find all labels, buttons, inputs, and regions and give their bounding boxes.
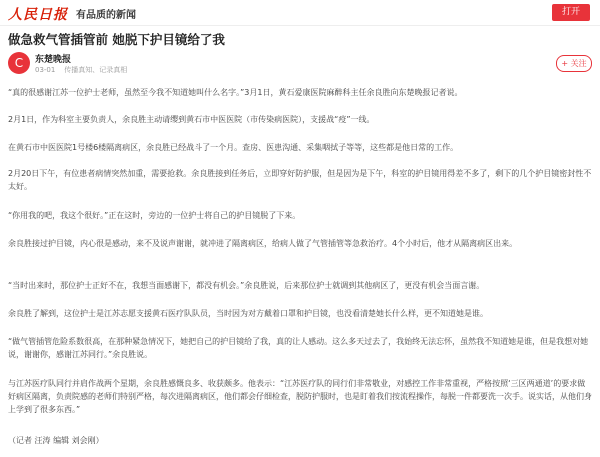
publish-date: 03-01: [35, 66, 56, 74]
paragraph: 余良胜了解到，这位护士是江苏志愿支援黄石医疗队队员，当时因为对方戴着口罩和护目镜，也没看清楚她长什么样，更不知道她是谁。: [8, 309, 488, 318]
article-title: 做急救气管插管前 她脱下护目镜给了我: [8, 32, 225, 47]
paragraph: 余良胜接过护目镜，内心很是感动，来不及说声谢谢，就冲进了隔离病区，给病人做了气管插管等急救治疗。4个小时后，他才从隔离病区出来。: [8, 239, 518, 248]
paragraph: “当时出来时，那位护士正好不在，我想当面感谢下，都没有机会。”余良胜说，后来那位护士就调到其他病区了，更没有机会当面言谢。: [8, 281, 485, 290]
paragraph: 在黄石市中医医院1号楼6楼隔离病区，余良胜已经战斗了一个月。查房、医患沟通、采集咽拭子等等，这些都是他日常的工作。: [8, 143, 459, 152]
paragraph: （记者 汪涛 编辑 刘会刚）: [8, 436, 104, 445]
paragraph: 2月1日，作为科室主要负责人，余良胜主动请缨到黄石市中医医院（市传染病医院），支援战“疫”一线。: [8, 115, 375, 124]
paragraph: 与江苏医疗队同行并肩作战两个星期，余良胜感慨良多、收获颇多。他表示：“江苏医疗队的同行们非常敬业，对感控工作非常重视，严格按照‘三区两通道’的要求做好病区隔离，负责院感的老师们特别严格，每次进隔离病区，他们都会仔细检查，脱防护服时，也是盯着我们按流程操作，每脱一件都要洗一次手。说实话，从他们身上学到了很多东西。”: [8, 379, 592, 414]
paragraph: “真的很感谢江苏一位护士老师，虽然至今我不知道她叫什么名字。”3月1日，黄石爱康医院麻醉科主任余良胜向东楚晚报记者说。: [8, 88, 463, 97]
source-meta: [35, 65, 127, 75]
paragraph: 2月20日下午，有位患者病情突然加重，需要抢救。余良胜接到任务后，立即穿好防护服，但是因为是下午，科室的护目镜用得差不多了，剩下的几个护目镜密封性不太好。: [8, 169, 592, 191]
brand-logo[interactable]: 人民日报: [8, 7, 68, 23]
top-banner: [0, 0, 600, 26]
paragraph: “做气管插管危险系数很高，在那种紧急情况下，她把自己的护目镜给了我，真的让人感动。这么多天过去了，我始终无法忘怀，虽然我不知道她是谁，但是我想对她说，谢谢你，感谢江苏同行。”余良胜说。: [8, 337, 589, 359]
follow-button[interactable]: + 关注: [556, 55, 592, 72]
open-app-button[interactable]: 打开: [552, 4, 590, 21]
paragraph: “你用我的吧，我这个很好。”正在这时，旁边的一位护士将自己的护目镜脱了下来。: [8, 211, 301, 220]
brand-slogan: 有品质的新闻: [76, 10, 136, 21]
source-name[interactable]: 东楚晚报: [35, 55, 72, 65]
source-description: 传播真知、记录真相: [64, 66, 128, 74]
source-avatar[interactable]: C: [8, 52, 30, 74]
